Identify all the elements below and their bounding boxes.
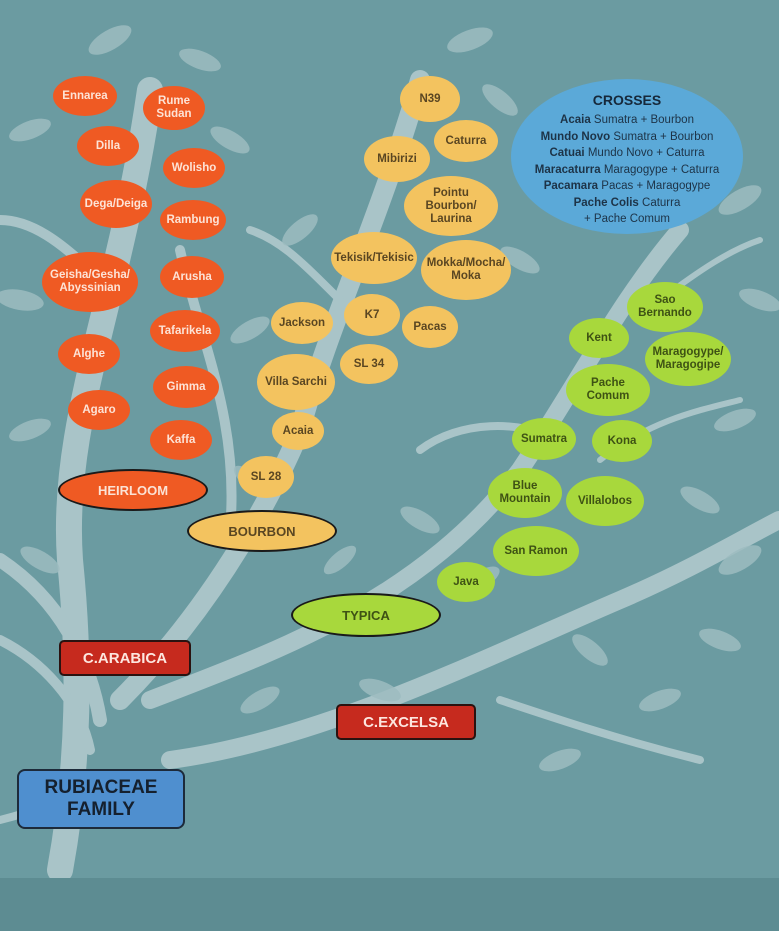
variety-alghe [58,334,120,374]
variety-mokka [421,240,511,300]
root-label-line2: FAMILY [67,799,135,820]
variety-label: Geisha/Gesha/ Abyssinian [50,269,130,294]
variety-label: San Ramon [504,544,568,557]
variety-label: N39 [419,92,441,105]
variety-label: Caturra [445,134,487,147]
cross-row [511,112,743,129]
cross-row [511,145,743,162]
variety-gimma [153,366,219,408]
variety-san-ramon [493,526,579,576]
cross-row [511,195,743,212]
variety-blue-mountain [488,468,562,518]
branch-typica: TYPICA [291,593,441,637]
variety-label: Dilla [95,139,121,152]
branch-bourbon: BOURBON [187,510,337,552]
variety-label: Wolisho [171,161,217,174]
variety-tekisik [331,232,417,284]
variety-label: Sumatra [520,432,568,445]
variety-label: SL 28 [250,470,282,483]
variety-label: Kaffa [166,433,196,446]
variety-sao-bernando [627,282,703,332]
crosses-title: CROSSES [592,92,662,108]
variety-label: Kona [607,434,637,447]
variety-kaffa [150,420,212,460]
variety-label: Blue Mountain [499,480,551,505]
cross-formula: + Pache Comum [584,213,670,225]
variety-agaro [68,390,130,430]
variety-label: Pointu Bourbon/ Laurina [425,186,477,225]
variety-java [437,562,495,602]
variety-dilla [77,126,139,166]
variety-label: Mokka/Mocha/ Moka [426,257,506,282]
variety-label: Ennarea [62,89,108,102]
variety-rume-sudan [143,86,205,130]
variety-wolisho [163,148,225,188]
variety-ennarea [53,76,117,116]
variety-label: Arusha [172,270,212,283]
variety-label: Rume Sudan [156,95,192,120]
species-label-arabica: C.ARABICA [59,640,191,676]
variety-geisha [42,252,138,312]
variety-pacas [402,306,458,348]
variety-label: Villalobos [577,494,633,507]
variety-sl34 [340,344,398,384]
cross-formula: Caturra [642,196,681,209]
cross-formula: Pacas + Maragogype [601,180,711,192]
variety-label: Agaro [82,403,116,416]
variety-label: Mibirizi [377,152,417,165]
cross-name: Catuai [549,147,585,159]
cross-name: Pache Colis [573,196,639,209]
variety-k7 [344,294,400,336]
variety-jackson [271,302,333,344]
variety-mibirizi [364,136,430,182]
variety-label: Tafarikela [158,324,212,337]
variety-label: Acaia [282,424,314,437]
cross-formula: Sumatra + Bourbon [593,114,694,126]
variety-sl28 [238,456,294,498]
variety-label: K7 [364,308,380,321]
cross-name: Mundo Novo [540,130,611,143]
variety-label: Villa Sarchi [265,375,327,388]
variety-label: SL 34 [353,357,385,370]
variety-rambung [160,200,226,240]
variety-tafarikela [150,310,220,352]
cross-row [511,129,743,146]
cross-row [511,178,743,195]
variety-maragogype [645,332,731,386]
variety-n39 [400,76,460,122]
cross-name: Maracaturra [534,163,601,176]
variety-label: Rambung [166,213,220,226]
cross-name: Acaia [560,114,591,126]
variety-kona [592,420,652,462]
variety-label: Kent [586,331,612,344]
variety-label: Sao Bernando [638,294,692,319]
root-label-line1: RUBIACEAE [44,777,158,798]
variety-label: Pacas [413,320,447,333]
variety-caturra [434,120,498,162]
variety-label: Tekisik/Tekisic [334,251,414,264]
variety-villalobos [566,476,644,526]
variety-label: Maragogype/ Maragogipe [652,346,724,371]
variety-pointu-bourbon [404,176,498,236]
variety-label: Pache Comum [586,377,630,402]
variety-acaia [272,412,324,450]
ground-strip [0,878,779,931]
variety-label: Jackson [278,316,326,329]
variety-label: Gimma [166,380,206,393]
variety-dega-deiga [80,180,152,228]
cross-name: Pacamara [543,180,599,192]
variety-pache-comum [566,364,650,416]
crosses-legend [511,79,743,234]
species-label-excelsa: C.EXCELSA [336,704,476,740]
cross-row [511,162,743,179]
cross-formula: Mundo Novo + Caturra [587,147,705,159]
variety-label: Java [453,575,479,588]
variety-label: Alghe [73,347,105,360]
cross-formula: Sumatra + Bourbon [613,130,714,143]
variety-arusha [160,256,224,298]
cross-formula: Maragogype + Caturra [603,163,720,176]
branch-heirloom: HEIRLOOM [58,469,208,511]
variety-sumatra [512,418,576,460]
cross-row [511,211,743,228]
root-label-rubiaceae [17,769,185,829]
variety-kent [569,318,629,358]
variety-villa-sarchi [257,354,335,410]
variety-label: Dega/Deiga [84,197,148,210]
